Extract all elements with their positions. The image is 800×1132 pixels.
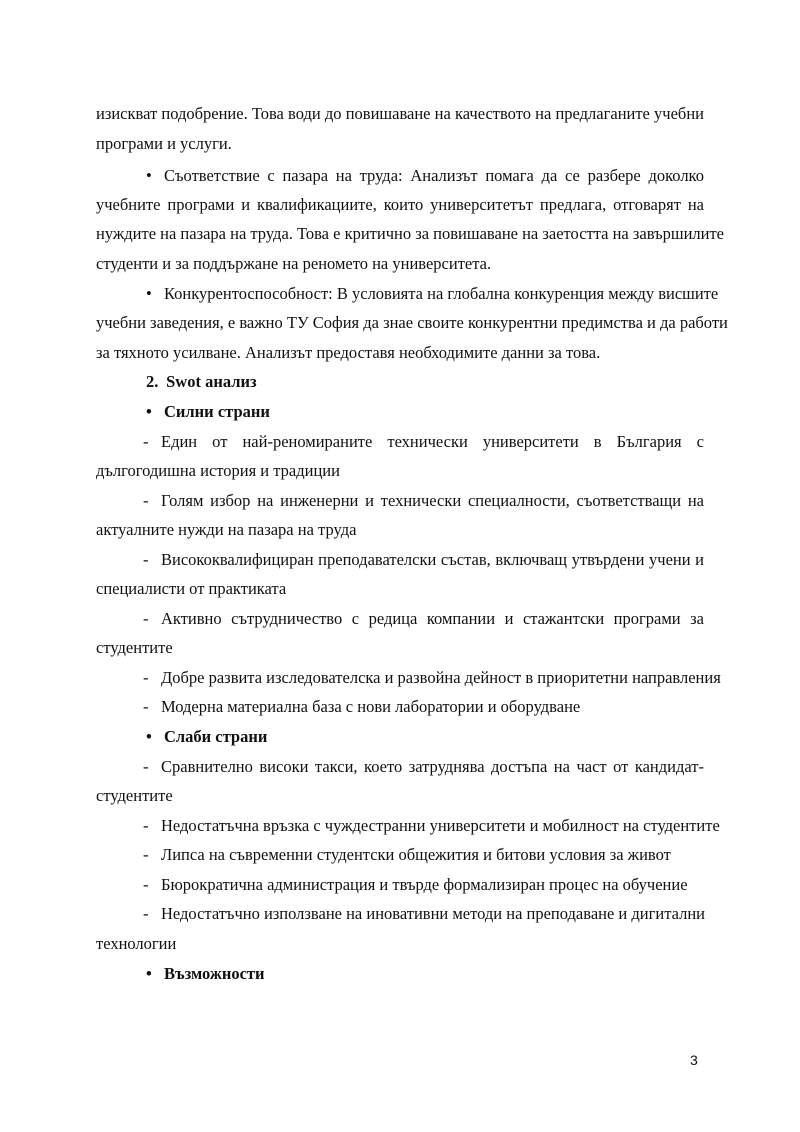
subheading-text: Слаби страни xyxy=(164,727,268,746)
list-item xyxy=(96,697,704,717)
dash-icon: - xyxy=(143,432,149,451)
list-item-text: Добре развита изследователска и развойна дейност в приоритетни направления xyxy=(161,668,721,687)
list-item-text: Модерна материална база с нови лаборатории и оборудване xyxy=(161,697,581,716)
dash-icon: - xyxy=(143,875,149,894)
bullet-text: Съответствие с пазара на труда: Анализът помага да се разбере доколко xyxy=(164,166,704,185)
dash-icon: - xyxy=(143,816,149,835)
list-item-text: Активно сътрудничество с редица компании и стажантски програми за xyxy=(161,609,704,628)
subheading-text: Възможности xyxy=(164,964,265,983)
dash-icon: - xyxy=(143,550,149,569)
subheading-text: Силни страни xyxy=(164,402,270,421)
dash-icon: - xyxy=(143,668,149,687)
section-number: 2. xyxy=(146,372,159,391)
list-item xyxy=(96,845,704,865)
paragraph-line: студенти и за поддържане на реномето на университета. xyxy=(96,254,492,273)
list-item-continuation: специалисти от практиката xyxy=(96,579,287,598)
bullet-item-labor-market xyxy=(96,166,704,186)
dash-icon: - xyxy=(143,845,149,864)
list-item-continuation: студентите xyxy=(96,786,173,805)
bullet-icon: • xyxy=(146,402,152,421)
subheading-weaknesses xyxy=(96,727,704,747)
list-item-continuation: студентите xyxy=(96,638,173,657)
list-item-text: Сравнително високи такси, което затруднява достъпа на част от кандидат- xyxy=(161,757,704,776)
subheading-strengths xyxy=(96,402,704,422)
list-item-text: Липса на съвременни студентски общежития и битови условия за живот xyxy=(161,845,671,864)
paragraph-line: за тяхното усилване. Анализът предоставя необходимите данни за това. xyxy=(96,343,601,362)
list-item-text: Бюрократична администрация и твърде формализиран процес на обучение xyxy=(161,875,688,894)
list-item-continuation: актуалните нужди на пазара на труда xyxy=(96,520,357,539)
list-item-continuation: технологии xyxy=(96,934,177,953)
bullet-icon: • xyxy=(146,964,152,983)
paragraph-line: нуждите на пазара на труда. Това е критично за повишаване на заетостта на завършилите xyxy=(96,224,724,243)
dash-icon: - xyxy=(143,609,149,628)
list-item-text: Висококвалифициран преподавателски състав, включващ утвърдени учени и xyxy=(161,550,704,569)
subheading-opportunities xyxy=(96,964,704,984)
list-item xyxy=(96,432,704,452)
section-title: Swot анализ xyxy=(166,372,257,391)
list-item xyxy=(96,668,721,688)
paragraph-line: учебните програми и квалификациите, които университетът предлага, отговарят на xyxy=(96,195,704,214)
list-item-text: Един от най-реномираните технически университети в България с xyxy=(161,432,704,451)
bullet-icon: • xyxy=(146,284,152,303)
bullet-text: Конкурентоспособност: В условията на глобална конкуренция между висшите xyxy=(164,284,719,303)
list-item xyxy=(96,550,704,570)
paragraph-line: учебни заведения, е важно ТУ София да знае своите конкурентни предимства и да работи xyxy=(96,313,728,332)
list-item xyxy=(96,491,704,511)
list-item xyxy=(96,904,704,924)
list-item-continuation: дългогодишна история и традиции xyxy=(96,461,340,480)
dash-icon: - xyxy=(143,904,149,923)
paragraph-line: изискват подобрение. Това води до повишаване на качеството на предлаганите учебни xyxy=(96,104,704,123)
list-item-text: Голям избор на инженерни и технически специалности, съответстващи на xyxy=(161,491,704,510)
bullet-icon: • xyxy=(146,727,152,746)
dash-icon: - xyxy=(143,491,149,510)
bullet-item-competitiveness xyxy=(96,284,719,304)
dash-icon: - xyxy=(143,697,149,716)
dash-icon: - xyxy=(143,757,149,776)
list-item-text: Недостатъчна връзка с чуждестранни университети и мобилност на студентите xyxy=(161,816,720,835)
bullet-icon: • xyxy=(146,166,152,185)
list-item xyxy=(96,757,704,777)
paragraph-line: програми и услуги. xyxy=(96,134,232,153)
list-item-text: Недостатъчно използване на иновативни методи на преподаване и дигитални xyxy=(161,904,705,923)
list-item xyxy=(96,609,704,629)
list-item xyxy=(96,816,720,836)
list-item xyxy=(96,875,704,895)
section-heading-swot xyxy=(96,372,704,392)
page-number: 3 xyxy=(690,1052,698,1068)
